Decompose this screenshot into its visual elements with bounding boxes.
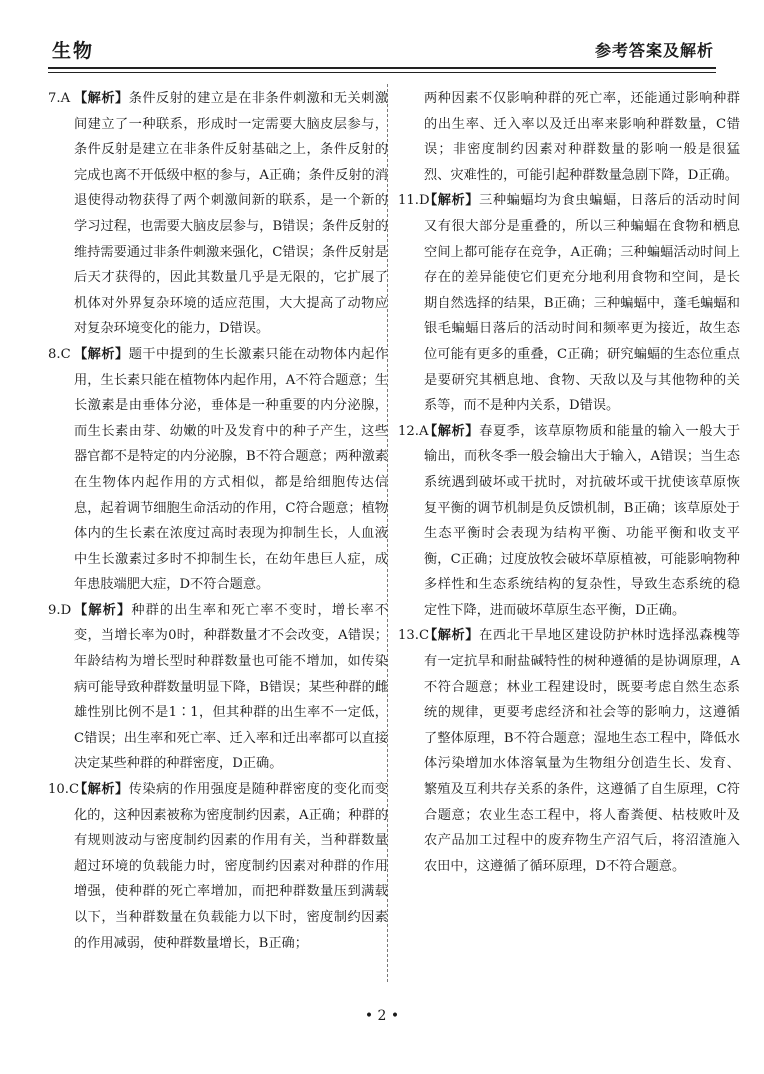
analysis-tag: 【解析】 — [74, 782, 129, 798]
answer-text: 条件反射的建立是在非条件刺激和无关刺激间建立了一种联系，形成时一定需要大脑皮层参与，条件反射是建立在非条件反射基础之上，条件反射的完成也离不开低级中枢的参与，A正确；条件反射的消退使得动物获得了两个刺激间新的联系，是一个新的学习过程，也需要大脑皮层参与，B错误；条件反射的维持需要通过非条件刺激来强化，C错误；条件反射是后天才获得的，因此其数量几乎是无限的，它扩展了机体对外界复杂环境的适应范围，大大提高了动物应对复杂环境变化的能力，D错误。 — [74, 91, 389, 337]
header-rule-thin — [48, 72, 716, 73]
analysis-tag: 【解析】 — [424, 423, 480, 439]
answer-12 — [398, 419, 740, 624]
analysis-tag: 【解析】 — [74, 346, 129, 362]
left-column — [48, 86, 388, 956]
analysis-tag: 【解析】 — [424, 628, 480, 644]
subject-title: 生物 — [52, 40, 95, 62]
analysis-tag: 【解析】 — [424, 193, 480, 209]
answer-text: 在西北干旱地区建设防护林时选择泓森槐等有一定抗旱和耐盐碱特性的树种遵循的是协调原理，A不符合题意；林业工程建设时，既要考虑自然生态系统的规律，更要考虑经济和社会等的影响力，这遵循了整体原理，B不符合题意；湿地生态工程中，降低水体污染增加水体溶氧量为生物组分创造生长、发育、繁殖及互利共存关系的条件，这遵循了自生原理，C符合题意；农业生态工程中，将人畜粪便、枯枝败叶及农产品加工过程中的废弃物生产沼气后，将沼渣施入农田中，这遵循了循环原理，D不符合题意。 — [424, 628, 741, 874]
answer-text: 两种因素不仅影响种群的死亡率，还能通过影响种群的出生率、迁入率以及迁出率来影响种群数量，C错误；非密度制约因素对种群数量的影响一般是很猛烈、灾难性的，可能引起种群数量急剧下降，D正确。 — [424, 91, 740, 183]
answer-number: 13.C — [398, 628, 430, 644]
answer-number: 12.A — [398, 423, 429, 439]
answer-7 — [48, 86, 388, 342]
answer-number: 10.C — [48, 782, 80, 798]
answer-text: 三种蝙蝠均为食虫蝙蝠，日落后的活动时间又有很大部分是重叠的，所以三种蝙蝠在食物和栖息空间上都可能存在竞争，A正确；三种蝙蝠活动时间上存在的差异能使它们更充分地利用食物和空间，是长期自然选择的结果，B正确；三种蝙蝠中，蓬毛蝙蝠和银毛蝙蝠日落后的活动时间和频率更为接近，故生态位可能有更多的重叠，C正确；研究蝙蝠的生态位重点是要研究其栖息地、食物、天敌以及与其他物种的关系等，而不是种内关系，D错误。 — [424, 193, 741, 414]
answer-10 — [48, 777, 388, 956]
answer-text: 春夏季，该草原物质和能量的输入一般大于输出，而秋冬季一般会输出大于输入，A错误；当生态系统遇到破坏或干扰时，对抗破坏或干扰使该草原恢复平衡的调节机制是负反馈机制，B正确；该草原处于生态平衡时会表现为结构平衡、功能平衡和收支平衡，C正确；过度放牧会破坏草原植被，可能影响物种多样性和生态系统结构的复杂性，导致生态系统的稳定性下降，进而破坏草原生态平衡，D正确。 — [424, 423, 741, 618]
answer-text: 题干中提到的生长激素只能在动物体内起作用，生长素只能在植物体内起作用，A不符合题意；生长激素是由垂体分泌，垂体是一种重要的内分泌腺，而生长素由芽、幼嫩的叶及发育中的种子产生，这些器官都不是特定的内分泌腺，B不符合题意；两种激素在生物体内起作用的方式相似，都是给细胞传达信息，起着调节细胞生命活动的作用，C符合题意；植物体内的生长素在浓度过高时表现为抑制生长，人血液中生长激素过多时不抑制生长，在幼年患巨人症，成年患肢端肥大症，D不符合题意。 — [74, 346, 389, 593]
answer-text: 传染病的作用强度是随种群密度的变化而变化的，这种因素被称为密度制约因素，A正确；种群的有规则波动与密度制约因素的作用有关，当种群数量超过环境的负载能力时，密度制约因素对种群的作用增强，使种群的死亡率增加，而把种群数量压到满载以下，当种群数量在负载能力以下时，密度制约因素的作用减弱，使种群数量增长，B正确； — [74, 782, 389, 951]
section-title: 参考答案及解析 — [594, 41, 714, 60]
answer-9 — [48, 598, 388, 777]
answer-13 — [398, 623, 740, 879]
answer-10-continued — [398, 86, 740, 188]
answer-number: 9.D — [48, 602, 72, 618]
answer-text: 种群的出生率和死亡率不变时，增长率不变，当增长率为0时，种群数量才不会改变，A错误；年龄结构为增长型时种群数量也可能不增加，如传染病可能导致种群数量明显下降，B错误；某些种群的雌雄性别比例不是1∶1，但其种群的出生率不一定低，C错误；出生率和死亡率、迁入率和迁出率都可以直接决定某些种群的种群密度，D正确。 — [74, 602, 389, 772]
answer-8 — [48, 342, 388, 598]
right-column — [398, 86, 740, 879]
analysis-tag: 【解析】 — [74, 602, 132, 618]
page-number: • 2 • — [364, 1008, 400, 1024]
answer-number: 11.D — [398, 193, 430, 209]
answer-number: 8.C — [48, 346, 71, 362]
analysis-tag: 【解析】 — [74, 91, 129, 106]
header-rule-thick — [48, 67, 716, 69]
answer-11 — [398, 188, 740, 418]
answer-number: 7.A — [48, 91, 71, 106]
